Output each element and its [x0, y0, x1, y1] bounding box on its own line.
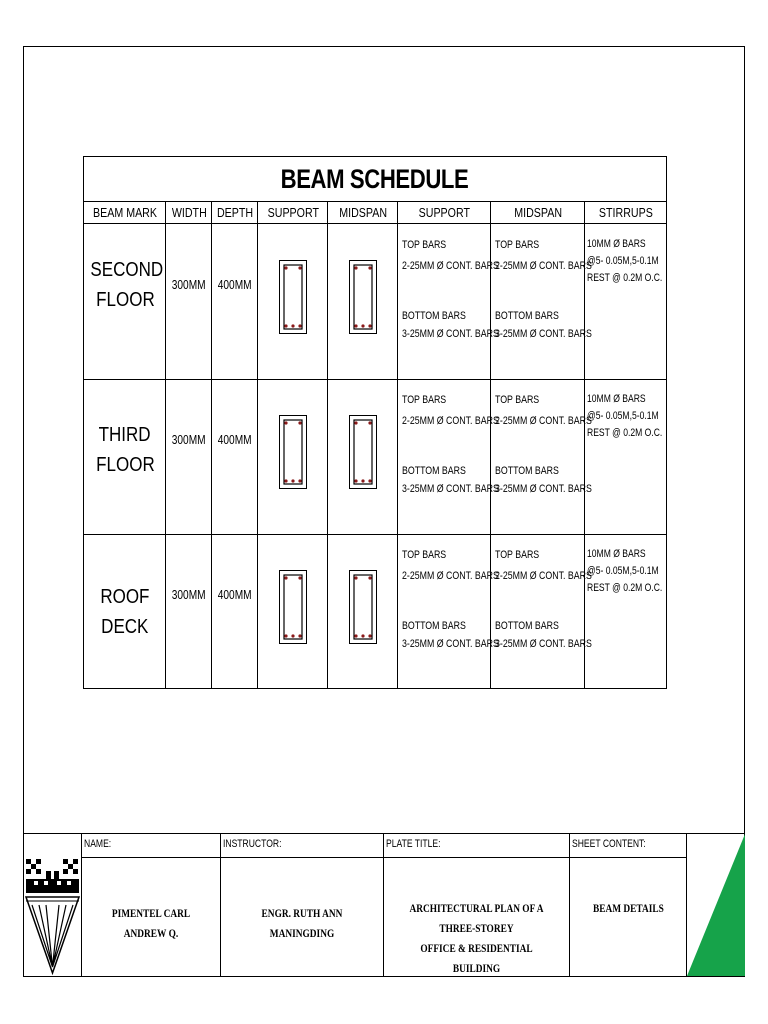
- green-triangle-accent: [687, 834, 745, 976]
- stirrups-spec: 10MM Ø BARS @5- 0.05M,5-0.1M REST @ 0.2M O.C.: [587, 393, 663, 439]
- title-block-label-line: [81, 857, 686, 858]
- header-midspan-section: MIDSPAN: [328, 202, 398, 224]
- support-bottom-bars: BOTTOM BARS 3-25MM Ø CONT. BARS: [402, 465, 499, 495]
- support-top-bars: TOP BARS 2-25MM Ø CONT. BARS: [402, 394, 499, 427]
- school-logo-icon: [24, 857, 81, 976]
- header-support-section: SUPPORT: [258, 202, 328, 224]
- row-divider: [84, 534, 666, 535]
- beam-mark: SECOND FLOOR: [90, 259, 164, 311]
- midspan-top-bars: TOP BARS 2-25MM Ø CONT. BARS: [495, 394, 592, 427]
- midspan-bottom-bars: BOTTOM BARS 3-25MM Ø CONT. BARS: [495, 310, 592, 340]
- beam-width: 300MM: [172, 432, 206, 447]
- midspan-section-drawing: [349, 415, 377, 489]
- stirrups-spec: 10MM Ø BARS @5- 0.05M,5-0.1M REST @ 0.2M O.C.: [587, 548, 663, 594]
- stirrups-spec: 10MM Ø BARS @5- 0.05M,5-0.1M REST @ 0.2M O.C.: [587, 238, 663, 284]
- column-divider: [490, 202, 491, 689]
- header-depth: DEPTH: [212, 202, 258, 224]
- sheet-content-label: SHEET CONTENT:: [572, 838, 646, 850]
- midspan-section-drawing: [349, 260, 377, 334]
- name-value: PIMENTEL CARL ANDREW Q.: [111, 906, 191, 940]
- column-divider: [584, 202, 585, 689]
- midspan-bottom-bars: BOTTOM BARS 3-25MM Ø CONT. BARS: [495, 465, 592, 495]
- beam-mark: ROOF DECK: [100, 586, 150, 638]
- beam-width: 300MM: [172, 587, 206, 602]
- beam-depth: 400MM: [218, 432, 252, 447]
- support-section-drawing: [279, 415, 307, 489]
- header-stirrups: STIRRUPS: [585, 202, 666, 224]
- header-width: WIDTH: [166, 202, 212, 224]
- midspan-section-drawing: [349, 570, 377, 644]
- plate-title-label: PLATE TITLE:: [386, 838, 441, 850]
- name-label: NAME:: [84, 838, 112, 850]
- support-section-drawing: [279, 260, 307, 334]
- support-section-drawing: [279, 570, 307, 644]
- midspan-top-bars: TOP BARS 2-25MM Ø CONT. BARS: [495, 549, 592, 582]
- header-midspan-bars: MIDSPAN: [491, 202, 585, 224]
- sheet-content-value: BEAM DETAILS: [592, 901, 664, 915]
- support-bottom-bars: BOTTOM BARS 3-25MM Ø CONT. BARS: [402, 620, 499, 650]
- beam-depth: 400MM: [218, 277, 252, 292]
- instructor-value: ENGR. RUTH ANN MANINGDING: [261, 906, 343, 940]
- beam-depth: 400MM: [218, 587, 252, 602]
- midspan-bottom-bars: BOTTOM BARS 3-25MM Ø CONT. BARS: [495, 620, 592, 650]
- schedule-title: BEAM SCHEDULE: [84, 157, 666, 202]
- column-divider: [397, 202, 398, 689]
- header-beam-mark: BEAM MARK: [84, 202, 166, 224]
- beam-width: 300MM: [172, 277, 206, 292]
- row-divider: [84, 379, 666, 380]
- support-top-bars: TOP BARS 2-25MM Ø CONT. BARS: [402, 239, 499, 272]
- beam-schedule-table: [83, 156, 667, 689]
- support-bottom-bars: BOTTOM BARS 3-25MM Ø CONT. BARS: [402, 310, 499, 340]
- title-block-divider: [23, 833, 745, 834]
- header-support-bars: SUPPORT: [398, 202, 491, 224]
- midspan-top-bars: TOP BARS 2-25MM Ø CONT. BARS: [495, 239, 592, 272]
- beam-mark: THIRD FLOOR: [95, 424, 155, 476]
- column-divider: [327, 202, 328, 689]
- support-top-bars: TOP BARS 2-25MM Ø CONT. BARS: [402, 549, 499, 582]
- plate-title-value: ARCHITECTURAL PLAN OF A THREE-STOREY OFFICE & RESIDENTIAL BUILDING: [409, 901, 544, 975]
- instructor-label: INSTRUCTOR:: [223, 838, 282, 850]
